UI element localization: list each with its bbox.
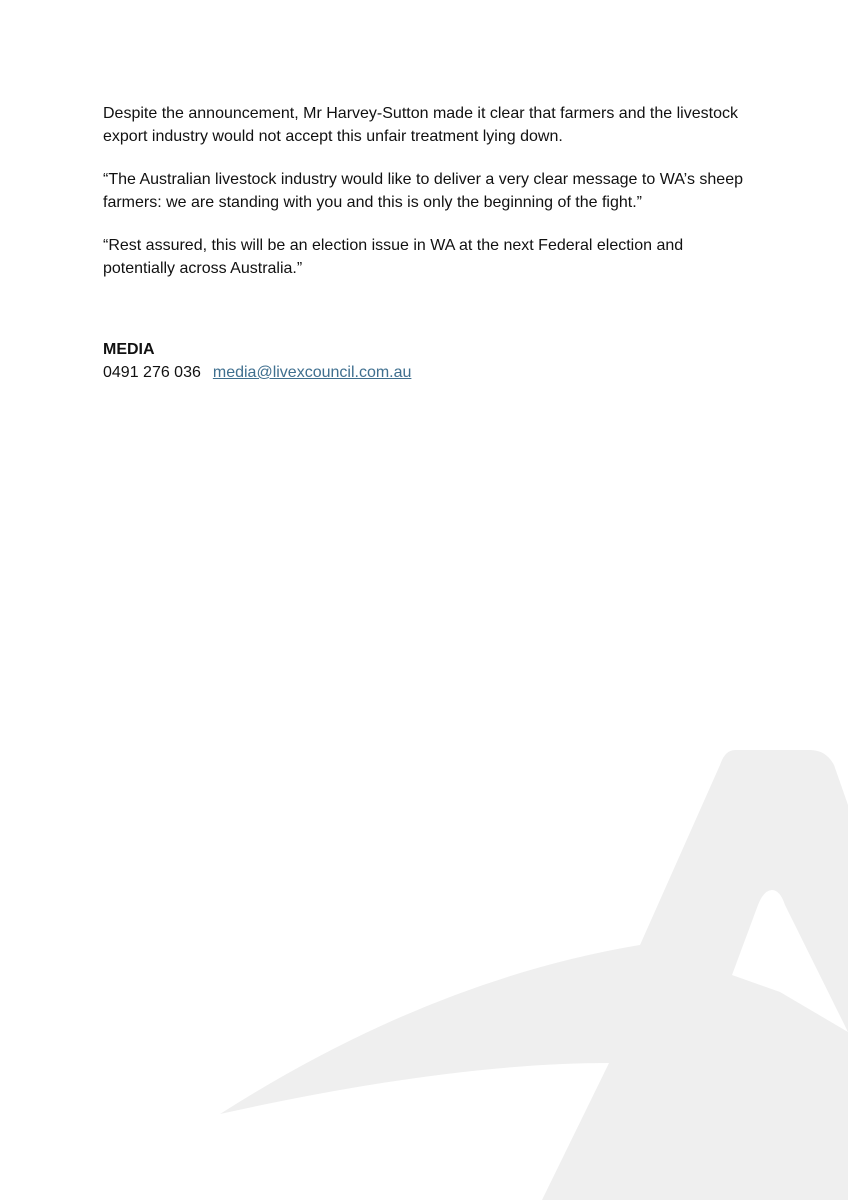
paragraph-3: “Rest assured, this will be an election issue in WA at the next Federal election and potentially across Australia.” [103,237,684,277]
media-contact [103,338,753,384]
media-heading: MEDIA [103,341,155,358]
document-body [103,102,753,384]
media-contact-line [103,361,753,384]
media-email-link[interactable]: media@livexcouncil.com.au [212,364,412,381]
paragraph-1: Despite the announcement, Mr Harvey-Sutton made it clear that farmers and the livestock export industry would not accept this unfair treatment lying down. [103,105,738,145]
paragraph-2: “The Australian livestock industry would like to deliver a very clear message to WA’s sheep farmers: we are standing with you and this is only the beginning of the fight.” [103,171,743,211]
media-phone: 0491 276 036 [103,364,201,381]
